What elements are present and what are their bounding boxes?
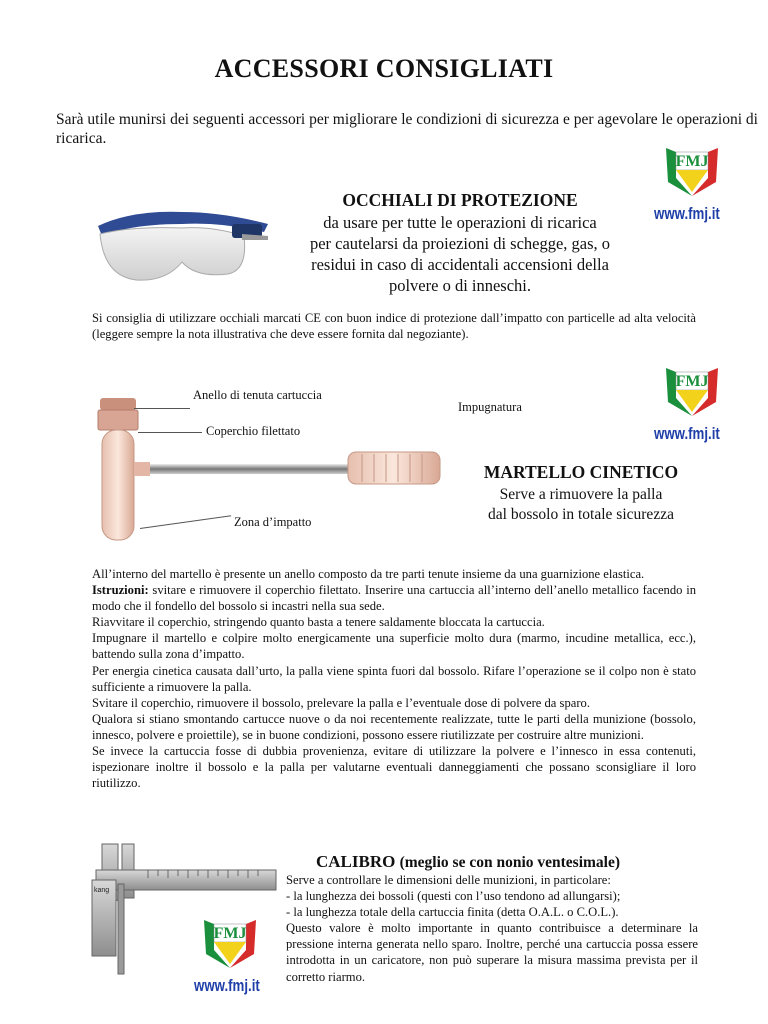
svg-text:FMJ: FMJ	[675, 153, 709, 170]
caliper-heading	[316, 852, 620, 872]
fmj-url[interactable]: www.fmj.it	[654, 204, 720, 223]
goggles-line: polvere o di inneschi.	[388, 276, 532, 295]
fmj-logo-top	[654, 144, 736, 224]
hammer-paragraph: Riavvitare il coperchio, stringendo quanto basta a tenere saldamente bloccata la cartuccia.	[92, 615, 545, 630]
instructions-label: Istruzioni:	[92, 583, 149, 598]
caliper-line: - la lunghezza dei bossoli (questi con l’uso tendono ad allungarsi);	[286, 889, 621, 904]
fmj-shield-icon	[662, 364, 722, 422]
leader-line	[138, 432, 202, 433]
hammer-paragraph: Se invece la cartuccia fosse di dubbia provenienza, evitare di utilizzare la polvere e l’innesco in essa contenuti, ispezionare inoltre il bossolo e la palla per valutarne eventuali danneggiamenti che possano sconsigliare il loro riutilizzo.	[92, 744, 696, 791]
caliper-line: - la lunghezza totale della cartuccia finita (detta O.A.L. o C.O.L.).	[286, 905, 619, 920]
label-grip: Impugnatura	[458, 400, 522, 414]
page-title: ACCESSORI CONSIGLIATI	[214, 54, 554, 83]
fmj-shield-icon	[662, 144, 722, 202]
label-cap: Coperchio filettato	[206, 424, 301, 438]
intro-text: Sarà utile munirsi dei seguenti accessori per migliorare le condizioni di sicurezza e per agevolare le operazioni di ricarica.	[56, 111, 758, 147]
svg-text:FMJ: FMJ	[213, 925, 247, 942]
svg-text:kang: kang	[94, 887, 110, 894]
hammer-instructions	[92, 566, 696, 791]
fmj-url[interactable]: www.fmj.it	[194, 976, 260, 995]
goggles-image	[92, 196, 272, 293]
label-impact: Zona d’impatto	[234, 515, 312, 529]
hammer-image	[92, 392, 452, 557]
goggles-note: Si consiglia di utilizzare occhiali marcati CE con buon indice di protezione dall’impatto con particelle ad alta velocità (leggere sempre la nota illustrativa che deve essere fornita dal negoziante).	[92, 311, 696, 341]
svg-text:FMJ: FMJ	[675, 373, 709, 390]
hammer-paragraph: Impugnare il martello e colpire molto energicamente una superficie molto dura (marmo, incudine metallica, ecc.), battendo sulla zona d’impatto.	[92, 631, 696, 662]
hammer-paragraph: Svitare il coperchio, rimuovere il bossolo, prelevare la palla e l’eventuale dose di polvere da sparo.	[92, 695, 590, 710]
goggles-line: residui in caso di accidentali accensioni della	[311, 255, 609, 274]
fmj-logo-bottom	[194, 916, 274, 996]
goggles-description	[270, 212, 650, 296]
caliper-description	[286, 872, 698, 985]
hammer-heading: MARTELLO CINETICO	[483, 462, 679, 482]
fmj-logo-middle	[654, 364, 736, 444]
goggles-line: per cautelarsi da proiezioni di schegge, gas, o	[309, 234, 611, 253]
fmj-url[interactable]: www.fmj.it	[654, 424, 720, 443]
caliper-heading-note: (meglio se con nonio ventesimale)	[399, 854, 621, 871]
leader-line	[134, 408, 190, 409]
caliper-heading-main: CALIBRO	[316, 852, 396, 871]
hammer-line: dal bossolo in totale sicurezza	[488, 506, 674, 523]
caliper-line: Serve a controllare le dimensioni delle munizioni, in particolare:	[286, 873, 611, 887]
hammer-intro: All’interno del martello è presente un anello composto da tre parti tenute insieme da una guarnizione elastica.	[92, 567, 645, 581]
hammer-line: Serve a rimuovere la palla	[499, 486, 663, 503]
caliper-line: Questo valore è molto importante in quanto contribuisce a determinare la pressione interna generata nello sparo. Inoltre, perché una cartuccia possa essere introdotta in un caricatore, non può superare la misura massima prevista per il corretto riarmo.	[286, 921, 698, 984]
goggles-heading: OCCHIALI DI PROTEZIONE	[342, 190, 578, 210]
fmj-shield-icon	[200, 916, 260, 974]
instructions-text: svitare e rimuovere il coperchio filettato. Inserire una cartuccia all’interno dell’anello metallico facendo in modo che il fondello del bossolo si incastri nella sua sede.	[92, 583, 696, 614]
label-ring: Anello di tenuta cartuccia	[193, 388, 322, 402]
hammer-paragraph: Per energia cinetica causata dall’urto, la palla viene spinta fuori dal bossolo. Rifare l’operazione se il colpo non è stato sufficiente a rimuovere la palla.	[92, 663, 696, 694]
goggles-line: da usare per tutte le operazioni di ricarica	[323, 213, 597, 232]
hammer-paragraph: Qualora si stiano smontando cartucce nuove o da noi recentemente realizzate, tutte le parti della munizione (bossolo, innesco, polvere e proiettile), se in buone condizioni, possono essere riutilizzate per costruire altre munizioni.	[92, 711, 696, 742]
hammer-instructions-para	[92, 582, 696, 614]
hammer-description	[440, 485, 722, 525]
